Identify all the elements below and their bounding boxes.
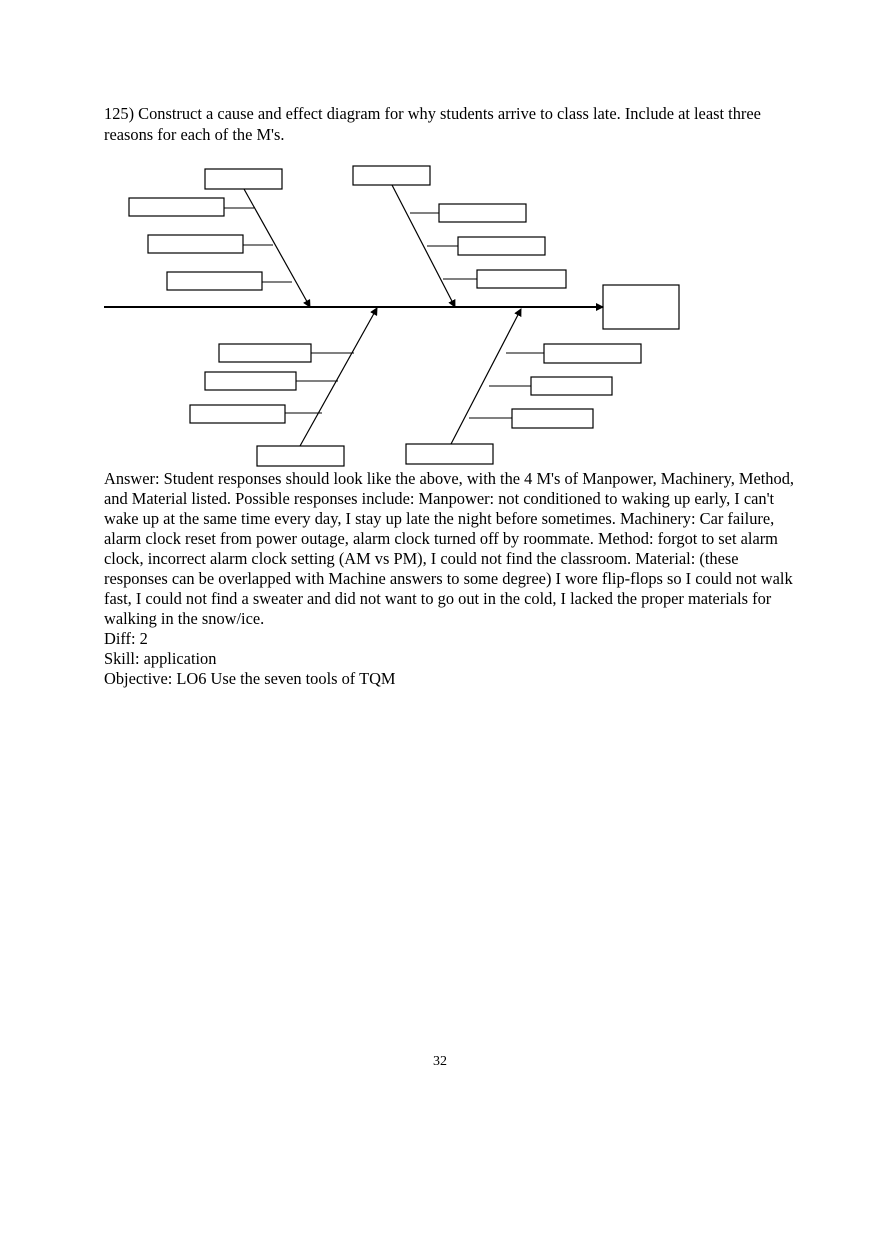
question-text: 125) Construct a cause and effect diagram for why students arrive to class late. Include at least three reasons for each of the M's. — [104, 104, 761, 144]
cause-box — [205, 372, 296, 390]
cause-box — [477, 270, 566, 288]
answer-section — [104, 469, 794, 689]
branch-head-box — [406, 444, 493, 464]
cause-box — [148, 235, 243, 253]
branch-head-box — [205, 169, 282, 189]
cause-box — [512, 409, 593, 428]
cause-box — [129, 198, 224, 216]
branch-line-lower-left — [300, 308, 377, 446]
cause-box — [439, 204, 526, 222]
branch-line-upper-left — [244, 189, 310, 307]
cause-box — [167, 272, 262, 290]
cause-box — [190, 405, 285, 423]
branch-head-box — [257, 446, 344, 466]
effect-box — [603, 285, 679, 329]
skill-line: Skill: application — [104, 649, 217, 668]
cause-box — [219, 344, 311, 362]
cause-box — [458, 237, 545, 255]
cause-box — [531, 377, 612, 395]
branch-line-lower-right — [451, 309, 521, 444]
difficulty-line: Diff: 2 — [104, 629, 148, 648]
answer-text: Answer: Student responses should look like the above, with the 4 M's of Manpower, Machinery, Method, and Material listed. Possible responses include: Manpower: not conditioned to waking up early, I can't wake up at the same time every day, I stay up late the night before sometimes. Machinery: Car failure, alarm clock reset from power outage, alarm clock turned off by roommate. Method: forgot to set alarm clock, incorrect alarm clock setting (AM vs PM), I could not find the classroom. Material: (these responses can be overlapped with Machine answers to some degree) I wore flip-flops so I could not walk fast, I could not find a sweater and did not want to go out in the cold, I lacked the proper materials for walking in the snow/ice. — [104, 469, 794, 628]
cause-box — [544, 344, 641, 363]
cause-and-effect-diagram — [0, 0, 880, 480]
page-number: 32 — [433, 1054, 447, 1069]
objective-line: Objective: LO6 Use the seven tools of TQM — [104, 669, 396, 688]
branch-head-box — [353, 166, 430, 185]
